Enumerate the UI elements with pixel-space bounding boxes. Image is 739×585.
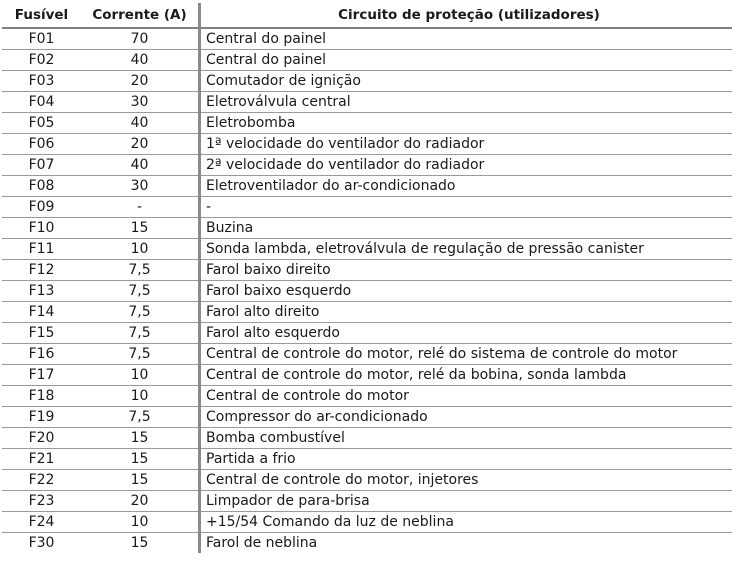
cell-current: 7,5: [81, 323, 200, 344]
cell-circuit: Farol baixo direito: [200, 260, 733, 281]
table-row: [2, 92, 732, 113]
cell-current: 10: [81, 239, 200, 260]
cell-fuse: F15: [2, 323, 81, 344]
cell-fuse: F13: [2, 281, 81, 302]
cell-current: 15: [81, 449, 200, 470]
cell-fuse: F10: [2, 218, 81, 239]
cell-fuse: F19: [2, 407, 81, 428]
table-row: [2, 323, 732, 344]
table-row: [2, 239, 732, 260]
cell-circuit: Farol alto direito: [200, 302, 733, 323]
cell-circuit: Farol alto esquerdo: [200, 323, 733, 344]
cell-circuit: Eletroválvula central: [200, 92, 733, 113]
cell-current: 7,5: [81, 260, 200, 281]
cell-fuse: F16: [2, 344, 81, 365]
table-row: [2, 302, 732, 323]
cell-fuse: F24: [2, 512, 81, 533]
cell-circuit: Central do painel: [200, 50, 733, 71]
cell-circuit: Central de controle do motor: [200, 386, 733, 407]
cell-current: 15: [81, 218, 200, 239]
header-current: Corrente (A): [81, 3, 200, 28]
header-row: [2, 3, 732, 28]
cell-current: 40: [81, 155, 200, 176]
cell-fuse: F05: [2, 113, 81, 134]
cell-circuit: Central de controle do motor, relé da bobina, sonda lambda: [200, 365, 733, 386]
cell-current: 15: [81, 428, 200, 449]
cell-current: 20: [81, 491, 200, 512]
table-row: [2, 260, 732, 281]
table-row: [2, 470, 732, 491]
cell-current: 7,5: [81, 302, 200, 323]
cell-fuse: F14: [2, 302, 81, 323]
cell-fuse: F20: [2, 428, 81, 449]
cell-fuse: F12: [2, 260, 81, 281]
cell-current: 20: [81, 71, 200, 92]
cell-circuit: Eletrobomba: [200, 113, 733, 134]
cell-fuse: F02: [2, 50, 81, 71]
table-row: [2, 134, 732, 155]
cell-current: 20: [81, 134, 200, 155]
cell-circuit: Compressor do ar-condicionado: [200, 407, 733, 428]
cell-fuse: F07: [2, 155, 81, 176]
table-row: [2, 197, 732, 218]
cell-current: 10: [81, 512, 200, 533]
table-row: [2, 533, 732, 554]
cell-circuit: Central do painel: [200, 28, 733, 50]
cell-circuit: 2ª velocidade do ventilador do radiador: [200, 155, 733, 176]
cell-current: 15: [81, 533, 200, 554]
table-body: [2, 28, 732, 553]
cell-circuit: Sonda lambda, eletroválvula de regulação de pressão canister: [200, 239, 733, 260]
table-row: [2, 449, 732, 470]
cell-current: 7,5: [81, 407, 200, 428]
cell-current: 40: [81, 50, 200, 71]
header-fuse: Fusível: [2, 3, 81, 28]
table-row: [2, 71, 732, 92]
cell-current: 30: [81, 92, 200, 113]
cell-circuit: Central de controle do motor, relé do sistema de controle do motor: [200, 344, 733, 365]
cell-fuse: F11: [2, 239, 81, 260]
cell-circuit: Farol de neblina: [206, 535, 318, 551]
table-row: [2, 176, 732, 197]
cell-fuse: F04: [2, 92, 81, 113]
cell-current: 7,5: [81, 281, 200, 302]
cell-current: 10: [81, 365, 200, 386]
header-circuit: Circuito de proteção (utilizadores): [200, 3, 733, 28]
cell-current: 10: [81, 386, 200, 407]
table-row: [2, 428, 732, 449]
cell-current: 40: [81, 113, 200, 134]
table-row: [2, 155, 732, 176]
cell-circuit: 1ª velocidade do ventilador do radiador: [200, 134, 733, 155]
cell-circuit: Farol baixo esquerdo: [200, 281, 733, 302]
cell-fuse: F08: [2, 176, 81, 197]
cell-circuit: -: [200, 197, 733, 218]
table-row: [2, 344, 732, 365]
cell-fuse: F22: [2, 470, 81, 491]
cell-fuse: F03: [2, 71, 81, 92]
cell-fuse: F30: [28, 535, 55, 551]
cell-current: -: [81, 197, 200, 218]
cell-current: 7,5: [81, 344, 200, 365]
table-row: [2, 407, 732, 428]
table-row: [2, 28, 732, 50]
table-row: [2, 281, 732, 302]
cell-fuse: F09: [2, 197, 81, 218]
table-row: [2, 491, 732, 512]
cell-fuse: F21: [2, 449, 81, 470]
table-row: [2, 218, 732, 239]
table-row: [2, 365, 732, 386]
cell-circuit: Central de controle do motor, injetores: [200, 470, 733, 491]
table-header: [2, 3, 732, 28]
fuse-table: [2, 3, 732, 553]
table-row: [2, 386, 732, 407]
cell-fuse: F01: [2, 28, 81, 50]
cell-circuit: Buzina: [200, 218, 733, 239]
cell-circuit: Partida a frio: [200, 449, 733, 470]
cell-circuit: Bomba combustível: [200, 428, 733, 449]
table-row: [2, 512, 732, 533]
cell-fuse: F17: [2, 365, 81, 386]
cell-fuse: F23: [2, 491, 81, 512]
cell-circuit: Comutador de ignição: [200, 71, 733, 92]
cell-current: 30: [81, 176, 200, 197]
cell-current: 70: [81, 28, 200, 50]
cell-fuse: F18: [2, 386, 81, 407]
cell-circuit: +15/54 Comando da luz de neblina: [200, 512, 733, 533]
table-row: [2, 50, 732, 71]
table-row: [2, 113, 732, 134]
cell-circuit: Limpador de para-brisa: [200, 491, 733, 512]
cell-current: 15: [81, 470, 200, 491]
cell-circuit: Eletroventilador do ar-condicionado: [200, 176, 733, 197]
cell-fuse: F06: [2, 134, 81, 155]
